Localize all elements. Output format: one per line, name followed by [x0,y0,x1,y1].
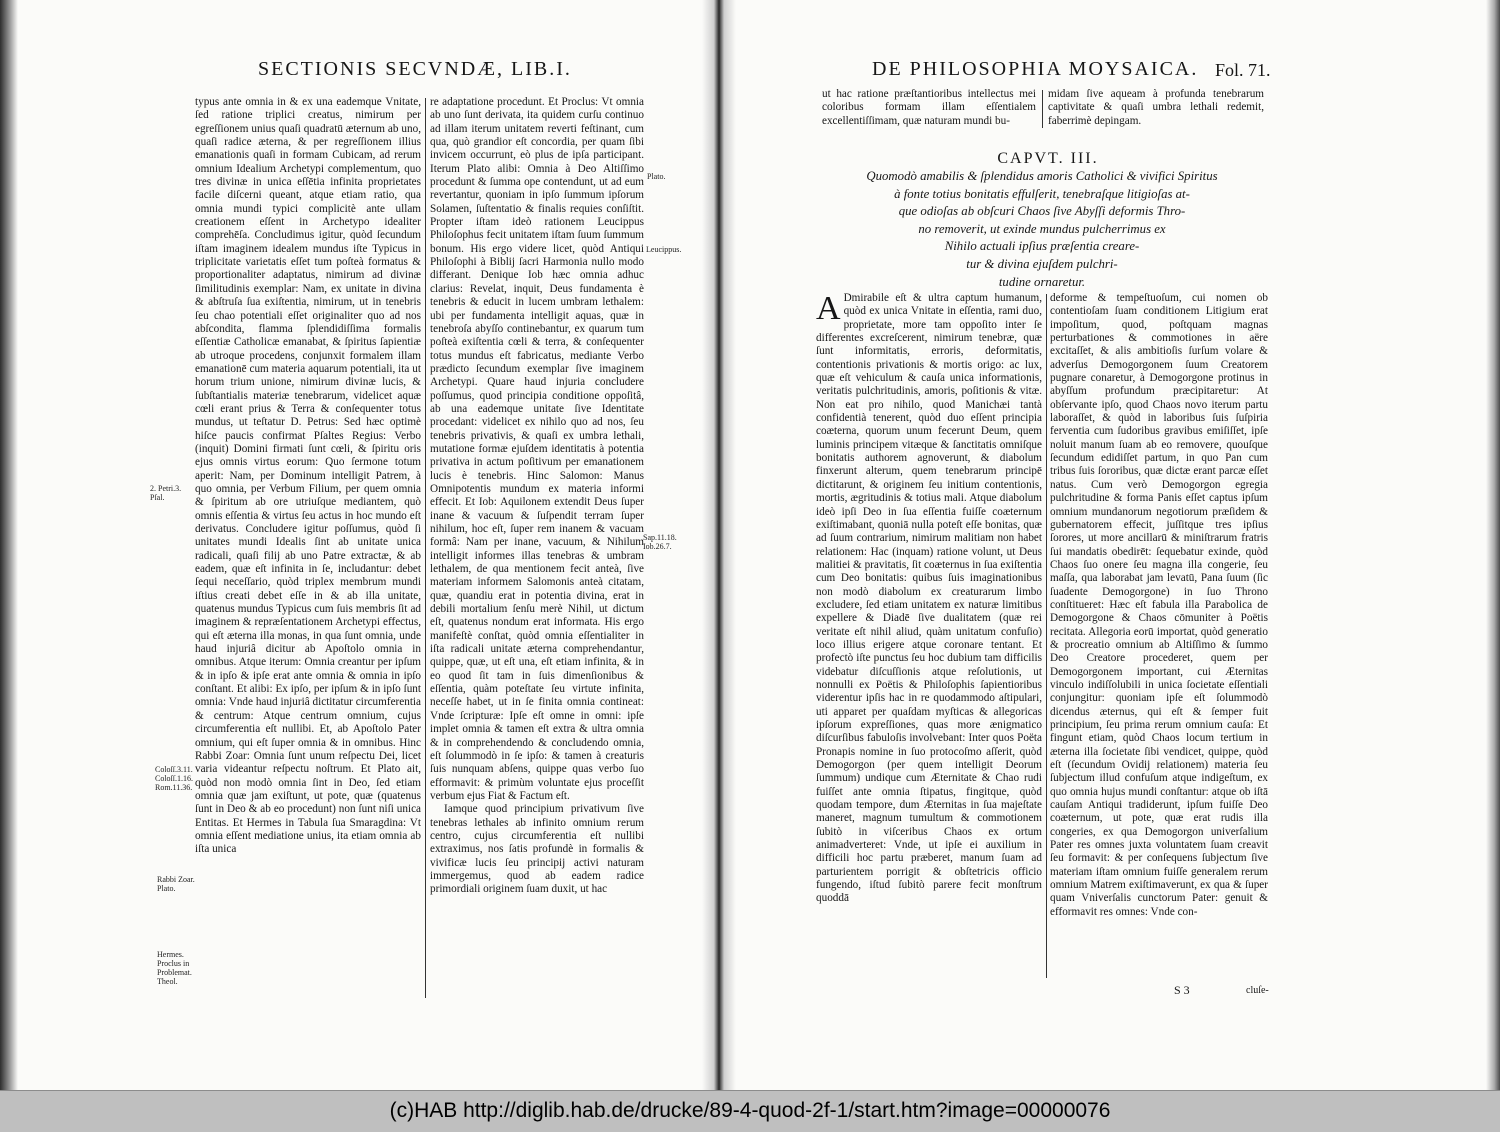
chapter-summary [832,168,1252,291]
summary-line: Quomodò amabilis & ſplendidus amoris Catholici & vivifici Spiritus [866,169,1218,183]
margin-note-plato: Plato. [647,172,666,181]
summary-line: Nihilo actuali ipſius præſentia creare- [944,239,1140,254]
folio-number: Fol. 71. [1215,60,1271,80]
footer-source-url: (c)HAB http://diglib.hab.de/drucke/89-4-quod-2f-1/start.htm?image=00000076 [389,1099,1111,1122]
column-rule [1042,90,1043,128]
margin-note-hermes: Hermes. Proclus in Problemat. Theol. [157,950,192,986]
paragraph: Iamque quod principium privativum ſive tenebras lethales ab infinito omnium rerum centro, cujus circumferentia eſt nullibi extraximus, nos ſatis profundè in formalis & vivificæ lucis ſeu principij activi naturam immergemus, quod ab eadem radice primordiali originem ſuam duxit, ut hac [430,803,644,896]
right-running-header: DE PHILOSOPHIA MOYSAICA. [872,58,1199,80]
summary-line: à fonte totius bonitatis effulſerit, tenebraſque litigioſas at- [894,186,1190,201]
summary-line: que odioſas ab obſcuri Chaos ſive Abyſſi deformis Thro- [898,204,1186,219]
margin-note-leucippus: Leucippus. [646,245,682,254]
margin-note-coloss: Coloſſ.3.11. Coloſſ.1.16. Rom.11.36. [155,765,194,792]
paragraph: typus ante omnia in & ex una eademque Vnitate, ſed ratione triplici creatus, nimirum per egreſſionem unius quaſi quadratū æternum ab uno, quaſi radice æterna, & per regreſſionem illius emanationis quaſi in formam Cubicam, ad rerum omnium Idealium Archetypi complementum, quo tres divinæ in unica eſſētia infinita proprietates facile diſcerni queant, atque etiam ratio, qua omnia mundi typici complicitè ante ullam creationem eſſent in Archetypo idealiter comprehēſa. Concludimus igitur, quòd ſecundum iſtam imaginem idealem mundus iſte Typicus in triplicitate varietatis eſſet tum poſteà formatus & proportionaliter adaptatus, nimirum ad divinæ ſimilitudinis exemplar: Nam, ex unitate in divina & abſtruſa ſua exiſtentia, nimirum, ut in tenebris ſeu chao potentiali eſſet originaliter quo ad nos abſcondita, flamma ſplendidiſſima formalis eſſentiæ Catholicæ emanabat, & ſpiritus ſapientiæ ab utroque procedens, conjunxit formalem illam emanationē cum materia aquarum potentiali, ita ut horum trium unione, nimirum divinæ lucis, & ſubſtantialis materiæ tenebrarum, videlicet aquæ cœli erant prius & Terra & conſequenter totus mundus, ut teſtatur D. Petrus: Sed hæc optimè hiſce paucis confirmat Pſaltes Regius: Verbo (inquit) Domini firmati ſunt cœli, & ſpiritu oris ejus omnis virtus eorum: Quo ſermone totum aperit: Nam, per Dominum intelligit Patrem, à quo omnia, per Verbum Filium, per quem omnia & ſpiritum ab ore utriuſque mediantem, quò omnis eſſentia & virtus ſeu actus in hoc mundo eſt derivatus. Concludere igitur poſſumus, quòd ſi unitates mundi Idealis ſint ab unitate unica radicali, quaſi filij ab uno Patre extractæ, & ab eadem, quæ eſt infinita in ſe, includantur: debet ſequi neceſſario, quòd triplex membrum mundi iſtius creati debet eſſe in & ab illa unitate, quatenus mundus Typicus cum ſuis membris ſit ad imaginem & repræſentationem Archetypi effectus, qui eſt æterna illa monas, in qua ſunt omnia, unde haud injuriâ dicitur ab Apoſtolo omnia in omnibus. Atque iterum: Omnia creantur per ipſum & in ipſo & ipſe erat ante omnia & omnia in ipſo conſtant. Et alibi: Ex ipſo, per ipſum & in ipſo ſunt omnia: Vnde haud injuriâ dictitatur circumferentia & centrum: Atque centrum omnium, cujus circumferentia eſt nullibi. Et, ab Apoſtolo Pater omnium, qui eſt ſuper omnia & in omnibus. Hinc Rabbi Zoar: Omnia ſunt unum reſpectu Dei, licet varia videantur reſpectu noſtrum. Et Plato ait, quòd non modò omnia ſint in Deo, ſed etiam omnia quæ jam exiſtunt, ut pote, quæ (quatenus ſunt in Deo & ab eo procedunt) non ſunt niſi unica Entitas. Et Hermes in Tabula ſua Smaragdina: Vt omnia eſſent mediatione unius, ita etiam omnia ab iſta unica [195,96,421,856]
signature-mark: S 3 [1174,983,1190,997]
paragraph: re adaptatione procedunt. Et Proclus: Vt omnia ab uno ſunt derivata, ita quidem curſu continuo ad illam iterum unitatem reverti feſtinant, cum qua, quò grandior eſt concordia, per quam ſibi invicem occurrunt, eò plus de ipſa participant. Iterum Plato alibi: Omnia à Deo Altiſſimo procedunt & ſumma ope contendunt, ut ad eum revertantur, quoniam in ipſo ſummum ipſorum Solamen, ſuſtentatio & finalis requies conſiſtit. Propter iſtam ideò rationem Leucippus Philoſophus fecit unitatem iſtam ſuum ſummum bonum. His ergo videre licet, quòd Antiqui Philoſophi à Biblij ſacri Harmonia nullo modo differant. Denique Iob hæc omnia adhuc clarius: Revelat, inquit, Deus fundamenta è tenebris & educit in lucem umbram lethalem: ubi per fundamenta intelligit aquas, quæ in tenebroſa abyſſo continebantur, ex quarum tum poſteà exiſtentia cœli & terra, & conſequenter totus mundus eſt fabricatus, mediante Verbo prædicto ſecundum exemplar ſive imaginem Archetypi. Quare haud injuria concludere poſſumus, quod principia conditione oppoſitâ, ab una eademque unitate ſive Identitate procedant: videlicet ex nihilo quo ad nos, ſeu tenebris privativis, & quaſi ex umbra lethali, mutatione formæ ejuſdem identitatis à potentia privativa in actum poſitivum per emanationem lucis è tenebris. Hinc Salomon: Manus Omnipotentis mundum ex materia informi effecit. Et Iob: Aquilonem extendit Deus ſuper inane & vacuum & ſuſpendit terram ſuper nihilum, hoc eſt, ſuper rem inanem & vacuam formâ: Nam per inane, vacuum, & Nihilum intelligit informes illas tenebras & umbram lethalem, de qua mentionem fecit anteà, ſive materiam informem Salomonis anteà citatam, quæ, quandiu erat in potentia divina, erat in debili mortalium ſenſu merè Nihil, ut dictum eſt, quatenus nondum erat informata. His ergo manifeſtè conſtat, quòd omnia eſſentialiter in iſta radicali unitate æterna comprehendantur, quippe, quæ, ut eſt una, eſt etiam infinita, & in eo quod ſit tam in ſuis dimenſionibus & eſſentia, quàm poteſtate ſeu virtute infinita, neceſſe habet, ut in ſe finita omnia contineat: Vnde ſcripturæ: Ipſe eſt omne in omni: ipſe implet omnia & tamen eſt extra & ultra omnia & in comprehendendo & concludendo omnia, eſt ſolummodò in ſe ipſo: & tamen à creaturis ſuis nunquam abſens, quippe quas verbo ſuo efformavit: & primùm voluntate ejus proceſſit verbum ejus Fiat & Factum eſt. [430,96,644,802]
left-running-header: SECTIONIS SECVNDÆ, LIB.I. [258,58,572,80]
summary-line: no removerit, ut exinde mundus pulcherrimus ex [918,221,1166,236]
paragraph: Dmirabile eſt & ultra captum humanum, quòd ex unica Vnitate in eſſentia, rami duo, proprietate, more tam oppoſito inter ſe differentes excreſcerent, nimirum tenebræ, quæ ſunt informitatis, erroris, deformitatis, contentionis privationis & mortis origo: ac lux, quæ eſt vehiculum & cauſa unica informationis, veritatis pulchritudinis, amoris, poſitionis & vitæ. Non eat pro nihilo, quod Manichæi tantà confidentià tenerent, quòd duo eſſent principia coæterna, quorum unum fecerunt Deum, quem luminis principem vitæque & ſanctitatis omniſque bonitatis authorem agnoverunt, & diabolum finxerunt alterum, quem tenebrarum principē dictitarunt, & originem ſeu initium contentionis, mortis, ægritudinis & totius mali. Atque diabolum ideò ipſi Deo in ſua eſſentia fuiſſe coæternum exiſtimabant, quoniā nulla poteſt eſſe bonitas, quæ ad ſuum contrarium, nimirum malitiam non habet relationem: Hac (inquam) ratione volunt, ut Deus malitiei & pravitatis, ſit coæternus in ſua exiſtentia cum Deo bonitatis: quibus ſuis imaginationibus non modò diabolum ex creaturarum limbo excludere, ſed etiam unitatem ex naturæ limitibus expellere & Diadē ſive dualitatem (quæ rei veritate eſt nihil aliud, quàm unitatum confuſio) loco illius erigere atque coronare tentant. Et profectò iſte punctus ſeu hoc dubium tam difficilis videbatur diſcuſſionis atque reſolutionis, ut nonnulli ex Poëtis & Philoſophis ſapientioribus viderentur ipſis hac in re quodammodo aſtipulari, uti apparet per quaſdam myſticas & allegoricas ipſorum expreſſiones, quas more ænigmatico diſcurſibus fabuloſis involvebant: Inter quos Poëta Pronapis nomine in ſuo protocoſmo aſſerit, quòd Demogorgon (per quem intelligit Deorum ſummum) undique cum Æternitate & Chao rudi fuiſſet ante omnia ſtipatus, fingitque, quòd quodam tempore, dum Æternitas in ſua majeſtate maneret, magnum tumultum & commotionem ſubitò in viſceribus Chaos ex ortum animadverteret: Vnde, ut ipſe ei auxilium in difficili hoc partu præberet, manum ſuam ad parturientem porrigit & obſtetricis officio fungendo, iſtud ſubitò parere fecit monſtrum quoddā [816,292,1042,905]
right-top-column-1: ut hac ratione præſtantioribus intellectus mei coloribus formam illam eſſentialem excellentiſſimam, quæ naturam mundi bu- [822,88,1036,127]
right-column-1 [816,292,1042,982]
margin-note-sap: Sap.11.18. Iob.26.7. [643,533,677,551]
summary-line: tudine ornaretur. [998,274,1086,289]
drop-cap: A [816,292,841,327]
margin-note-petrus: 2. Petri.3. Pſal. [150,484,182,502]
right-page-edge [1486,0,1500,1090]
left-margin-notes [0,0,728,1090]
summary-line: tur & divina ejuſdem pulchri- [966,256,1118,271]
catchword: cluſe- [1246,985,1269,996]
column-rule [1046,294,1047,978]
margin-note-rabbi: Rabbi Zoar. Plato. [157,875,195,893]
chapter-title: CAPVT. III. [997,150,1099,167]
right-top-column-2: midam ſive aqueam à profunda tenebrarum captivitate & quaſi umbra lethali redemit, faberrimè depingam. [1048,88,1264,127]
right-column-2: deforme & tempeſtuoſum, cui nomen ob contentioſam ſuam conditionem Litigium erat impoſitum, quod, poſtquam magnas perturbationes & commotiones in aëre excitaſſet, & alis ambitioſis ſurſum volare & adverſus Demogorgonem ſuum Creatorem pugnare conaretur, à Demogorgone protinus in abyſſum profundum præcipitaretur: At obſervante ipſo, quod Chaos novo iterum partu laboraſſet, & quòd in laboribus ſuis ſuſpiria ferventia cum ſudoribus gravibus emiſiſſet, ipſe noluit manum ſuam ab eo removere, quouſque ſecundum edidiſſet partum, in quo Pan cum tribus ſuis ſororibus, quæ dictæ erant parcæ eſſet natus. Cum verò Demogorgon egregia pulchritudine & forma Panis eſſet captus ipſum omnium mundanorum negotiorum præſidem & gubernatorem effecit, juſſitque tres ipſius ſorores, ut more ancillarū & miniſtrarum fratris ſui mandatis obedirēt: ſequebatur exinde, quòd Chaos ſuo onere ſeu magna illa congerie, ſeu maſſa, qua laborabat jam levatū, Pana ſuum (ſic ſuadente Demogorgone) in ſuo Throno conſtitueret: Hæc eſt fabula illa Parabolica de Demogorgone & Chaos cōmuniter à Poëtis recitata. Allegoria eorū importat, quòd generatio & procreatio omnium ab Altiſſimo & ſummo Deo Creatore procederet, quem per Demogorgonem important, cui Æternitas vinculo indiſſolubili in unica ſocietate eſſentiali conjungitur: quoniam ipſe eſt ſolummodò dicendus æternus, qui eſt & ſemper fuit principium, ſeu prima rerum omnium cauſa: Et fingunt etiam, quòd Chaos locum tertium in æterna illa ſocietate ſibi vendicet, quippe, quòd eſt (ſecundum Ovidij relationem) materia ſeu ſubjectum illud confuſum atque indigeſtum, ex quo omnia hujus mundi conſtantur: atque ob iſtā cauſam Antiqui tradiderunt, ipſum fuiſſe Deo coæternum, ut pote, quæ erat rudis illa congeries, ex qua Demogorgon univerſalium Pater res omnes juxta voluntatem ſuam creavit ſeu formavit: & per conſequens ſubjectum ſive materiam iſtam omnium fuiſſe generalem rerum omnium Matrem exiſtimaverunt, ex qua & ſuper quam Vniverſalis cunctorum Pater: genuit & efformavit res omnes: Vnde con- [1050,292,1268,918]
